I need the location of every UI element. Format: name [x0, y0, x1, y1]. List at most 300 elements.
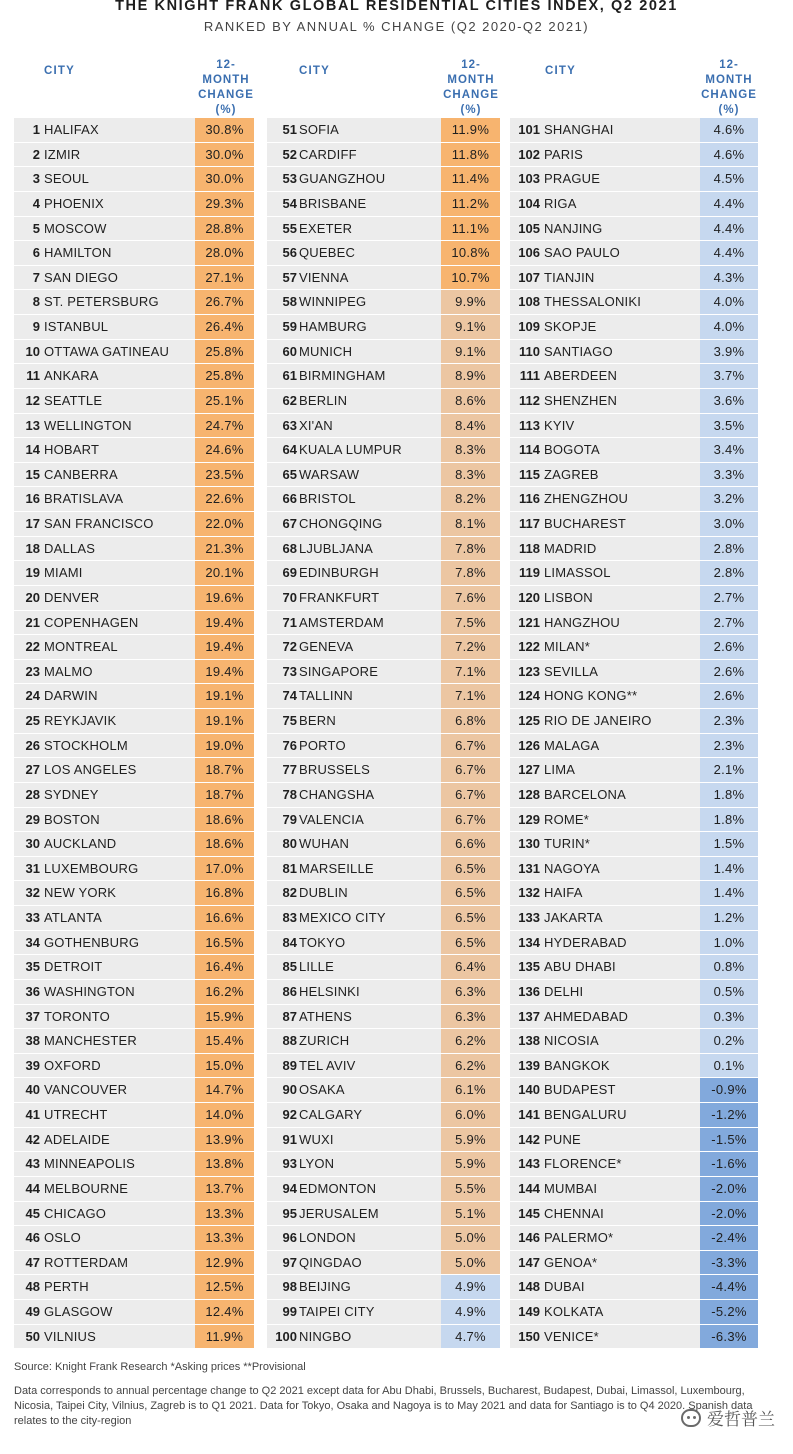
change-value: 12.4%: [195, 1300, 254, 1324]
change-value: 7.5%: [441, 611, 500, 635]
city-name: LJUBLJANA: [299, 540, 374, 556]
rank: 5: [32, 220, 40, 236]
rank: 41: [25, 1107, 40, 1122]
city-name: ROTTERDAM: [44, 1254, 129, 1270]
city-name: SAN DIEGO: [44, 269, 119, 285]
rank: 23: [25, 663, 40, 679]
city-name: LIMASSOL: [544, 565, 611, 581]
table-row: [14, 118, 254, 143]
city-name: DUBLIN: [299, 885, 348, 901]
rank: 112: [519, 392, 540, 408]
rank: 127: [518, 762, 540, 778]
rank: 111: [519, 368, 540, 384]
city-name: MINNEAPOLIS: [44, 1156, 136, 1172]
change-value: 25.1%: [195, 389, 254, 413]
header-city-2: CITY: [299, 65, 330, 77]
rank: 120: [518, 589, 540, 605]
change-value: 4.9%: [441, 1300, 500, 1324]
city-name: WUHAN: [299, 836, 350, 852]
rank: 63: [282, 417, 297, 433]
table-row: [267, 1275, 500, 1300]
change-value: 5.0%: [441, 1226, 500, 1250]
table-row: [510, 1202, 758, 1227]
city-name: MANCHESTER: [44, 1033, 138, 1049]
change-value: 0.8%: [700, 955, 758, 979]
rank: 18: [25, 540, 40, 556]
table-row: [267, 635, 500, 660]
change-value: 2.3%: [700, 709, 758, 733]
rank: 34: [25, 934, 40, 950]
city-name: ABERDEEN: [544, 368, 618, 384]
city-name: LYON: [299, 1156, 335, 1172]
city-name: GENOA*: [544, 1254, 598, 1270]
table-row: [267, 1226, 500, 1251]
table-row: [14, 611, 254, 636]
table-row: [14, 832, 254, 857]
rank: 59: [282, 319, 297, 334]
table-row: [14, 1251, 254, 1276]
table-row: [510, 709, 758, 734]
table-row: [14, 1152, 254, 1177]
change-value: 4.4%: [700, 241, 758, 265]
change-value: 6.2%: [441, 1029, 500, 1053]
city-name: VENICE*: [544, 1328, 599, 1344]
rank: 116: [519, 491, 540, 507]
change-value: 28.8%: [195, 217, 254, 241]
table-row: [510, 118, 758, 143]
change-value: 3.9%: [700, 340, 758, 364]
change-value: 11.8%: [441, 143, 500, 167]
change-value: 18.6%: [195, 808, 254, 832]
rank: 67: [282, 516, 297, 531]
city-name: HONG KONG**: [544, 688, 638, 704]
rank: 139: [518, 1057, 540, 1073]
table-row: [510, 611, 758, 636]
change-value: -1.6%: [700, 1152, 758, 1176]
change-value: 10.8%: [441, 241, 500, 265]
change-value: 3.7%: [700, 364, 758, 388]
table-row: [267, 955, 500, 980]
table-row: [510, 783, 758, 808]
table-row: [14, 389, 254, 414]
rank: 11: [26, 368, 40, 384]
rank: 16: [25, 491, 40, 507]
table-row: [267, 364, 500, 389]
change-value: 2.8%: [700, 561, 758, 585]
change-value: 0.5%: [700, 980, 758, 1004]
city-name: PRAGUE: [544, 171, 601, 187]
change-value: 6.0%: [441, 1103, 500, 1127]
rank: 42: [25, 1131, 40, 1147]
table-row: [14, 1226, 254, 1251]
change-value: 7.2%: [441, 635, 500, 659]
change-value: 8.4%: [441, 414, 500, 438]
change-value: 6.4%: [441, 955, 500, 979]
change-value: 8.3%: [441, 463, 500, 487]
city-name: AHMEDABAD: [544, 1008, 629, 1024]
change-value: 3.5%: [700, 414, 758, 438]
change-value: 19.1%: [195, 709, 254, 733]
rank: 98: [282, 1279, 297, 1295]
table-row: [510, 906, 758, 931]
rank: 69: [282, 565, 297, 581]
table-row: [14, 340, 254, 365]
rank: 86: [282, 983, 297, 999]
table-row: [267, 1251, 500, 1276]
change-value: 12.9%: [195, 1251, 254, 1275]
change-value: 11.4%: [441, 167, 500, 191]
city-name: PERTH: [44, 1279, 89, 1295]
city-name: JAKARTA: [544, 910, 603, 925]
table-row: [267, 906, 500, 931]
table-row: [14, 192, 254, 217]
city-name: BARCELONA: [544, 786, 626, 802]
city-name: NINGBO: [299, 1328, 352, 1344]
rank: 28: [25, 786, 40, 802]
rank: 136: [518, 983, 540, 999]
table-row: [14, 561, 254, 586]
table-row: [14, 955, 254, 980]
city-name: DELHI: [544, 983, 584, 999]
change-value: 7.8%: [441, 537, 500, 561]
table-row: [267, 438, 500, 463]
change-value: 2.6%: [700, 684, 758, 708]
city-name: ABU DHABI: [544, 959, 616, 975]
rank: 76: [282, 737, 297, 753]
rank: 141: [518, 1107, 540, 1122]
change-value: 22.0%: [195, 512, 254, 536]
rank: 107: [518, 269, 540, 285]
table-row: [14, 241, 254, 266]
table-row: [14, 1275, 254, 1300]
rank: 68: [282, 540, 297, 556]
rank: 9: [32, 319, 40, 334]
ranking-column-1: [14, 118, 254, 1349]
rank: 12: [25, 392, 40, 408]
rank: 92: [282, 1107, 297, 1122]
city-name: NEW YORK: [44, 885, 117, 901]
change-value: 6.3%: [441, 1005, 500, 1029]
table-row: [510, 192, 758, 217]
city-name: PHOENIX: [44, 195, 104, 211]
table-row: [267, 537, 500, 562]
change-value: 2.6%: [700, 660, 758, 684]
city-name: LILLE: [299, 959, 334, 975]
city-name: BIRMINGHAM: [299, 368, 386, 384]
city-name: VIENNA: [299, 269, 349, 285]
table-row: [267, 1300, 500, 1325]
city-name: ISTANBUL: [44, 319, 109, 334]
rank: 35: [25, 959, 40, 975]
table-row: [14, 143, 254, 168]
rank: 96: [282, 1230, 297, 1246]
change-value: 3.6%: [700, 389, 758, 413]
city-name: HOBART: [44, 442, 100, 458]
table-row: [14, 783, 254, 808]
rank: 66: [282, 491, 297, 507]
source-footnote: Source: Knight Frank Research *Asking prices **Provisional: [14, 1361, 306, 1373]
city-name: EDMONTON: [299, 1180, 377, 1196]
city-name: MARSEILLE: [299, 860, 374, 876]
city-name: HAIFA: [544, 885, 583, 901]
rank: 143: [518, 1156, 540, 1172]
city-name: OSLO: [44, 1230, 81, 1246]
city-name: CHENNAI: [544, 1205, 604, 1221]
rank: 25: [25, 713, 40, 728]
city-name: OXFORD: [44, 1057, 101, 1073]
table-row: [510, 931, 758, 956]
rank: 114: [519, 442, 540, 458]
rank: 62: [282, 392, 297, 408]
change-value: 8.9%: [441, 364, 500, 388]
rank: 54: [282, 195, 297, 211]
rank: 93: [282, 1156, 297, 1172]
city-name: BOGOTA: [544, 442, 600, 458]
rank: 26: [25, 737, 40, 753]
city-name: JERUSALEM: [299, 1205, 379, 1221]
city-name: QINGDAO: [299, 1254, 362, 1270]
rank: 147: [518, 1254, 540, 1270]
rank: 4: [32, 195, 40, 211]
city-name: HANGZHOU: [544, 614, 620, 630]
change-value: 4.7%: [441, 1325, 500, 1349]
table-row: [267, 586, 500, 611]
city-name: BRUSSELS: [299, 762, 370, 778]
rank: 146: [518, 1230, 540, 1246]
rank: 101: [518, 122, 540, 137]
rank: 132: [518, 885, 540, 901]
data-note: Data corresponds to annual percentage change to Q2 2021 except data for Abu Dhabi, Brussels, Bucharest, Budapest, Dubai, Limassol, Luxembourg, Nicosia, Taipei City, Vilnius, Zagreb is to Q1 2021. Data for Tokyo, Osaka and Nagoya is to May 2021 and data for Santiago is to Q4 2020. Spanish data relates to the city-region: [14, 1385, 753, 1427]
rank: 33: [25, 910, 40, 925]
city-name: VILNIUS: [44, 1328, 96, 1344]
table-row: [267, 980, 500, 1005]
change-value: 4.0%: [700, 290, 758, 314]
table-row: [267, 734, 500, 759]
rank: 57: [282, 269, 297, 285]
change-value: 14.0%: [195, 1103, 254, 1127]
city-name: HAMILTON: [44, 245, 112, 261]
table-row: [267, 931, 500, 956]
rank: 83: [282, 910, 297, 925]
city-name: BERN: [299, 713, 336, 728]
city-name: MALAGA: [544, 737, 600, 753]
rank: 84: [282, 934, 297, 950]
change-value: 9.9%: [441, 290, 500, 314]
table-row: [267, 167, 500, 192]
change-value: 28.0%: [195, 241, 254, 265]
rank: 65: [282, 466, 297, 482]
table-row: [14, 660, 254, 685]
change-value: 1.8%: [700, 783, 758, 807]
table-row: [510, 1275, 758, 1300]
rank: 39: [25, 1057, 40, 1073]
table-row: [510, 980, 758, 1005]
change-value: 15.0%: [195, 1054, 254, 1078]
change-value: 6.7%: [441, 734, 500, 758]
change-value: 12.5%: [195, 1275, 254, 1299]
table-row: [267, 414, 500, 439]
table-row: [510, 290, 758, 315]
change-value: 16.8%: [195, 881, 254, 905]
city-name: BERLIN: [299, 392, 348, 408]
table-row: [510, 1005, 758, 1030]
change-value: 25.8%: [195, 364, 254, 388]
rank: 142: [518, 1131, 540, 1147]
change-value: 6.7%: [441, 783, 500, 807]
table-row: [267, 857, 500, 882]
change-value: 1.2%: [700, 906, 758, 930]
table-row: [267, 709, 500, 734]
rank: 31: [25, 860, 40, 876]
change-value: 1.8%: [700, 808, 758, 832]
table-row: [510, 364, 758, 389]
rank: 137: [518, 1008, 540, 1024]
table-row: [267, 1054, 500, 1079]
table-row: [510, 1029, 758, 1054]
city-name: WASHINGTON: [44, 983, 135, 999]
rank: 37: [25, 1008, 40, 1024]
city-name: DUBAI: [544, 1279, 585, 1295]
change-value: 27.1%: [195, 266, 254, 290]
rank: 91: [282, 1131, 297, 1147]
change-value: 13.3%: [195, 1202, 254, 1226]
city-name: HELSINKI: [299, 983, 360, 999]
rank: 58: [282, 294, 297, 310]
city-name: KUALA LUMPUR: [299, 442, 402, 458]
rank: 24: [25, 688, 40, 704]
table-row: [510, 537, 758, 562]
rank: 78: [282, 786, 297, 802]
change-value: 30.0%: [195, 143, 254, 167]
city-name: BRISTOL: [299, 491, 356, 507]
change-value: 2.7%: [700, 586, 758, 610]
table-row: [14, 167, 254, 192]
city-name: TIANJIN: [544, 269, 595, 285]
rank: 108: [518, 294, 540, 310]
city-name: SHENZHEN: [544, 392, 618, 408]
rank: 53: [282, 171, 297, 187]
city-name: CHONGQING: [299, 516, 383, 531]
table-row: [510, 857, 758, 882]
change-value: 18.6%: [195, 832, 254, 856]
change-value: 8.2%: [441, 487, 500, 511]
change-value: 6.5%: [441, 906, 500, 930]
change-value: 11.9%: [441, 118, 500, 142]
table-row: [14, 709, 254, 734]
table-row: [267, 1103, 500, 1128]
table-row: [14, 315, 254, 340]
change-value: 6.5%: [441, 931, 500, 955]
rank: 89: [282, 1057, 297, 1073]
change-value: 8.1%: [441, 512, 500, 536]
table-row: [510, 266, 758, 291]
table-row: [267, 684, 500, 709]
city-name: TOKYO: [299, 934, 346, 950]
change-value: 2.6%: [700, 635, 758, 659]
city-name: GENEVA: [299, 639, 354, 655]
table-row: [14, 1029, 254, 1054]
city-name: NICOSIA: [544, 1033, 599, 1049]
city-name: BRATISLAVA: [44, 491, 124, 507]
city-name: GOTHENBURG: [44, 934, 140, 950]
rank: 7: [32, 269, 40, 285]
change-value: 3.3%: [700, 463, 758, 487]
city-name: SANTIAGO: [544, 343, 613, 359]
city-name: RIGA: [544, 195, 577, 211]
city-name: MIAMI: [44, 565, 83, 581]
rank: 80: [282, 836, 297, 852]
city-name: WINNIPEG: [299, 294, 367, 310]
city-name: CANBERRA: [44, 466, 118, 482]
table-row: [267, 1177, 500, 1202]
city-name: VALENCIA: [299, 811, 364, 827]
table-row: [267, 118, 500, 143]
city-name: EDINBURGH: [299, 565, 379, 581]
rank: 17: [25, 516, 40, 531]
city-name: GLASGOW: [44, 1304, 113, 1319]
change-value: 6.3%: [441, 980, 500, 1004]
table-row: [267, 315, 500, 340]
watermark-text: 爱哲普兰: [707, 1410, 775, 1429]
change-value: 19.4%: [195, 635, 254, 659]
city-name: OSAKA: [299, 1082, 345, 1098]
table-row: [510, 1128, 758, 1153]
rank: 90: [282, 1082, 297, 1098]
change-value: 20.1%: [195, 561, 254, 585]
rank: 27: [25, 762, 40, 778]
city-name: SHANGHAI: [544, 122, 614, 137]
city-name: LONDON: [299, 1230, 356, 1246]
city-name: WELLINGTON: [44, 417, 132, 433]
header-city-1: CITY: [44, 65, 75, 77]
table-row: [510, 1226, 758, 1251]
city-name: LUXEMBOURG: [44, 860, 139, 876]
change-value: 22.6%: [195, 487, 254, 511]
change-value: 11.9%: [195, 1325, 254, 1349]
city-name: AUCKLAND: [44, 836, 117, 852]
change-value: -6.3%: [700, 1325, 758, 1349]
change-value: 2.3%: [700, 734, 758, 758]
table-row: [14, 266, 254, 291]
table-row: [267, 758, 500, 783]
city-name: RIO DE JANEIRO: [544, 713, 652, 728]
rank: 20: [25, 589, 40, 605]
table-row: [510, 241, 758, 266]
table-row: [510, 1103, 758, 1128]
rank: 87: [282, 1008, 297, 1024]
change-value: 30.8%: [195, 118, 254, 142]
table-row: [510, 832, 758, 857]
rank: 22: [25, 639, 40, 655]
city-name: ATHENS: [299, 1008, 352, 1024]
table-row: [14, 1325, 254, 1350]
table-row: [510, 1078, 758, 1103]
city-name: ZURICH: [299, 1033, 350, 1049]
table-row: [510, 463, 758, 488]
rank: 103: [518, 171, 540, 187]
city-name: SYDNEY: [44, 786, 99, 802]
city-name: SEATTLE: [44, 392, 103, 408]
rank: 45: [25, 1205, 40, 1221]
city-name: MELBOURNE: [44, 1180, 129, 1196]
city-name: SEOUL: [44, 171, 90, 187]
city-name: SINGAPORE: [299, 663, 379, 679]
table-row: [510, 167, 758, 192]
city-name: SKOPJE: [544, 319, 597, 334]
rank: 70: [282, 589, 297, 605]
table-row: [267, 1128, 500, 1153]
city-name: SAN FRANCISCO: [44, 516, 154, 531]
